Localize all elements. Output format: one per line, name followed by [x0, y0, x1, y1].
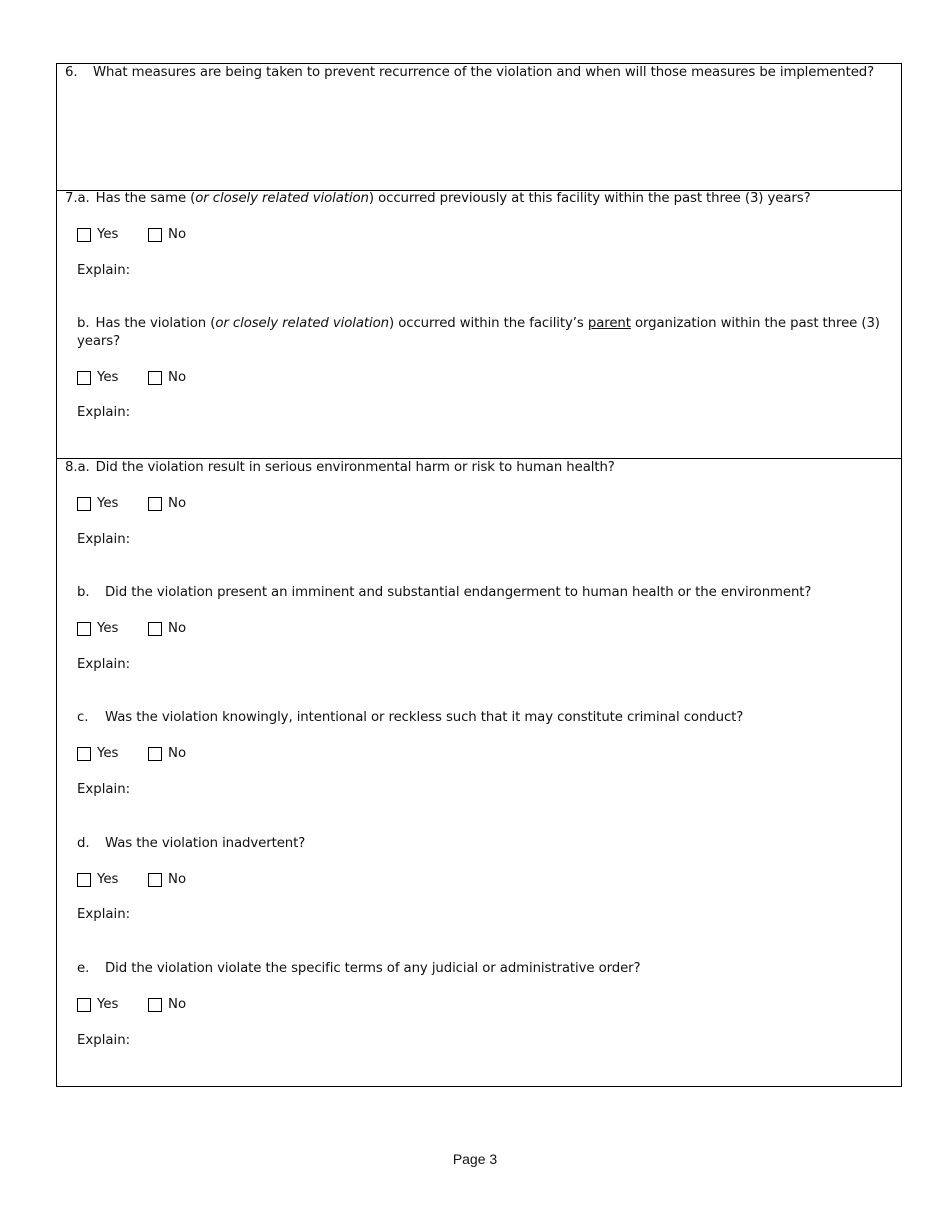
- section-6: [57, 64, 901, 190]
- no-label: No: [168, 746, 187, 761]
- question-7b-number: b.: [77, 316, 90, 331]
- no-label: No: [168, 227, 187, 242]
- explain-label-8d: Explain:: [77, 907, 131, 922]
- no-option-8a[interactable]: [148, 495, 186, 513]
- question-7b-text: Has the violation (: [95, 316, 216, 331]
- yes-option-8a[interactable]: [77, 495, 148, 513]
- question-8a-text: Did the violation result in serious environmental harm or risk to human health?: [95, 460, 615, 475]
- yes-option-8e[interactable]: [77, 996, 148, 1014]
- no-label: No: [168, 621, 187, 636]
- question-8b-text: Did the violation present an imminent and substantial endangerment to human health or the environment?: [105, 585, 812, 600]
- violation-form: [56, 63, 902, 1087]
- question-8c-text: Was the violation knowingly, intentional or reckless such that it may constitute criminal conduct?: [105, 710, 744, 725]
- no-label: No: [168, 997, 187, 1012]
- explain-label-8a: Explain:: [77, 532, 131, 547]
- yes-label: Yes: [97, 621, 119, 636]
- answer-8b: [77, 620, 186, 638]
- no-checkbox-8e[interactable]: [148, 998, 162, 1012]
- no-checkbox-8c[interactable]: [148, 747, 162, 761]
- no-option-7b[interactable]: [148, 369, 186, 387]
- question-6-text: What measures are being taken to prevent recurrence of the violation and when will those measures be implemented?: [93, 65, 875, 80]
- no-checkbox-7a[interactable]: [148, 228, 162, 242]
- question-7b-text-end: organization within the past three (3) years?: [77, 316, 880, 349]
- question-7b-underlined-text: parent: [587, 316, 631, 331]
- question-8d: [77, 835, 887, 853]
- no-checkbox-8a[interactable]: [148, 497, 162, 511]
- section-8: [57, 458, 901, 1086]
- question-6: [65, 64, 887, 82]
- question-6-number: 6.: [65, 65, 78, 80]
- yes-option-8d[interactable]: [77, 871, 148, 889]
- no-option-8e[interactable]: [148, 996, 186, 1014]
- question-7b: [77, 315, 887, 351]
- yes-option-7b[interactable]: [77, 369, 148, 387]
- yes-checkbox-7a[interactable]: [77, 228, 91, 242]
- question-7a-italic-text: or closely related violation: [195, 191, 369, 206]
- no-label: No: [168, 496, 187, 511]
- yes-checkbox-8a[interactable]: [77, 497, 91, 511]
- question-8d-text: Was the violation inadvertent?: [105, 836, 306, 851]
- question-7b-text-middle: ) occurred within the facility’s: [389, 316, 588, 331]
- page-number: Page 3: [452, 1151, 498, 1167]
- question-8b-number: b.: [77, 585, 90, 600]
- yes-label: Yes: [97, 872, 119, 887]
- yes-option-8b[interactable]: [77, 620, 148, 638]
- question-8e: [77, 960, 887, 978]
- question-7b-italic-text: or closely related violation: [215, 316, 389, 331]
- yes-checkbox-8e[interactable]: [77, 998, 91, 1012]
- yes-checkbox-7b[interactable]: [77, 371, 91, 385]
- yes-label: Yes: [97, 997, 119, 1012]
- no-option-8b[interactable]: [148, 620, 186, 638]
- no-checkbox-8d[interactable]: [148, 873, 162, 887]
- question-7a-text-end: ) occurred previously at this facility within the past three (3) years?: [368, 191, 811, 206]
- answer-8a: [77, 495, 186, 513]
- answer-8e: [77, 996, 186, 1014]
- question-8a-number: 8.a.: [65, 460, 90, 475]
- no-option-8d[interactable]: [148, 871, 186, 889]
- question-7a-number: 7.a.: [65, 191, 90, 206]
- no-checkbox-7b[interactable]: [148, 371, 162, 385]
- no-label: No: [168, 370, 187, 385]
- yes-option-7a[interactable]: [77, 226, 148, 244]
- yes-label: Yes: [97, 227, 119, 242]
- no-checkbox-8b[interactable]: [148, 622, 162, 636]
- no-option-7a[interactable]: [148, 226, 186, 244]
- explain-label-7a: Explain:: [77, 263, 131, 278]
- answer-7a: [77, 226, 186, 244]
- question-8e-text: Did the violation violate the specific terms of any judicial or administrative order?: [105, 961, 641, 976]
- question-7a-text: Has the same (: [95, 191, 196, 206]
- yes-label: Yes: [97, 496, 119, 511]
- yes-checkbox-8c[interactable]: [77, 747, 91, 761]
- question-8d-number: d.: [77, 836, 90, 851]
- yes-checkbox-8d[interactable]: [77, 873, 91, 887]
- answer-7b: [77, 369, 186, 387]
- section-7: [57, 190, 901, 458]
- no-option-8c[interactable]: [148, 745, 186, 763]
- yes-label: Yes: [97, 370, 119, 385]
- question-7a: [65, 190, 887, 208]
- question-8e-number: e.: [77, 961, 90, 976]
- no-label: No: [168, 872, 187, 887]
- explain-label-8c: Explain:: [77, 782, 131, 797]
- question-8b: [77, 584, 887, 602]
- explain-label-7b: Explain:: [77, 405, 131, 420]
- question-8a: [65, 459, 887, 477]
- yes-label: Yes: [97, 746, 119, 761]
- answer-8d: [77, 871, 186, 889]
- explain-label-8e: Explain:: [77, 1033, 131, 1048]
- question-8c-number: c.: [77, 710, 89, 725]
- yes-option-8c[interactable]: [77, 745, 148, 763]
- yes-checkbox-8b[interactable]: [77, 622, 91, 636]
- question-8c: [77, 709, 887, 727]
- answer-8c: [77, 745, 186, 763]
- explain-label-8b: Explain:: [77, 657, 131, 672]
